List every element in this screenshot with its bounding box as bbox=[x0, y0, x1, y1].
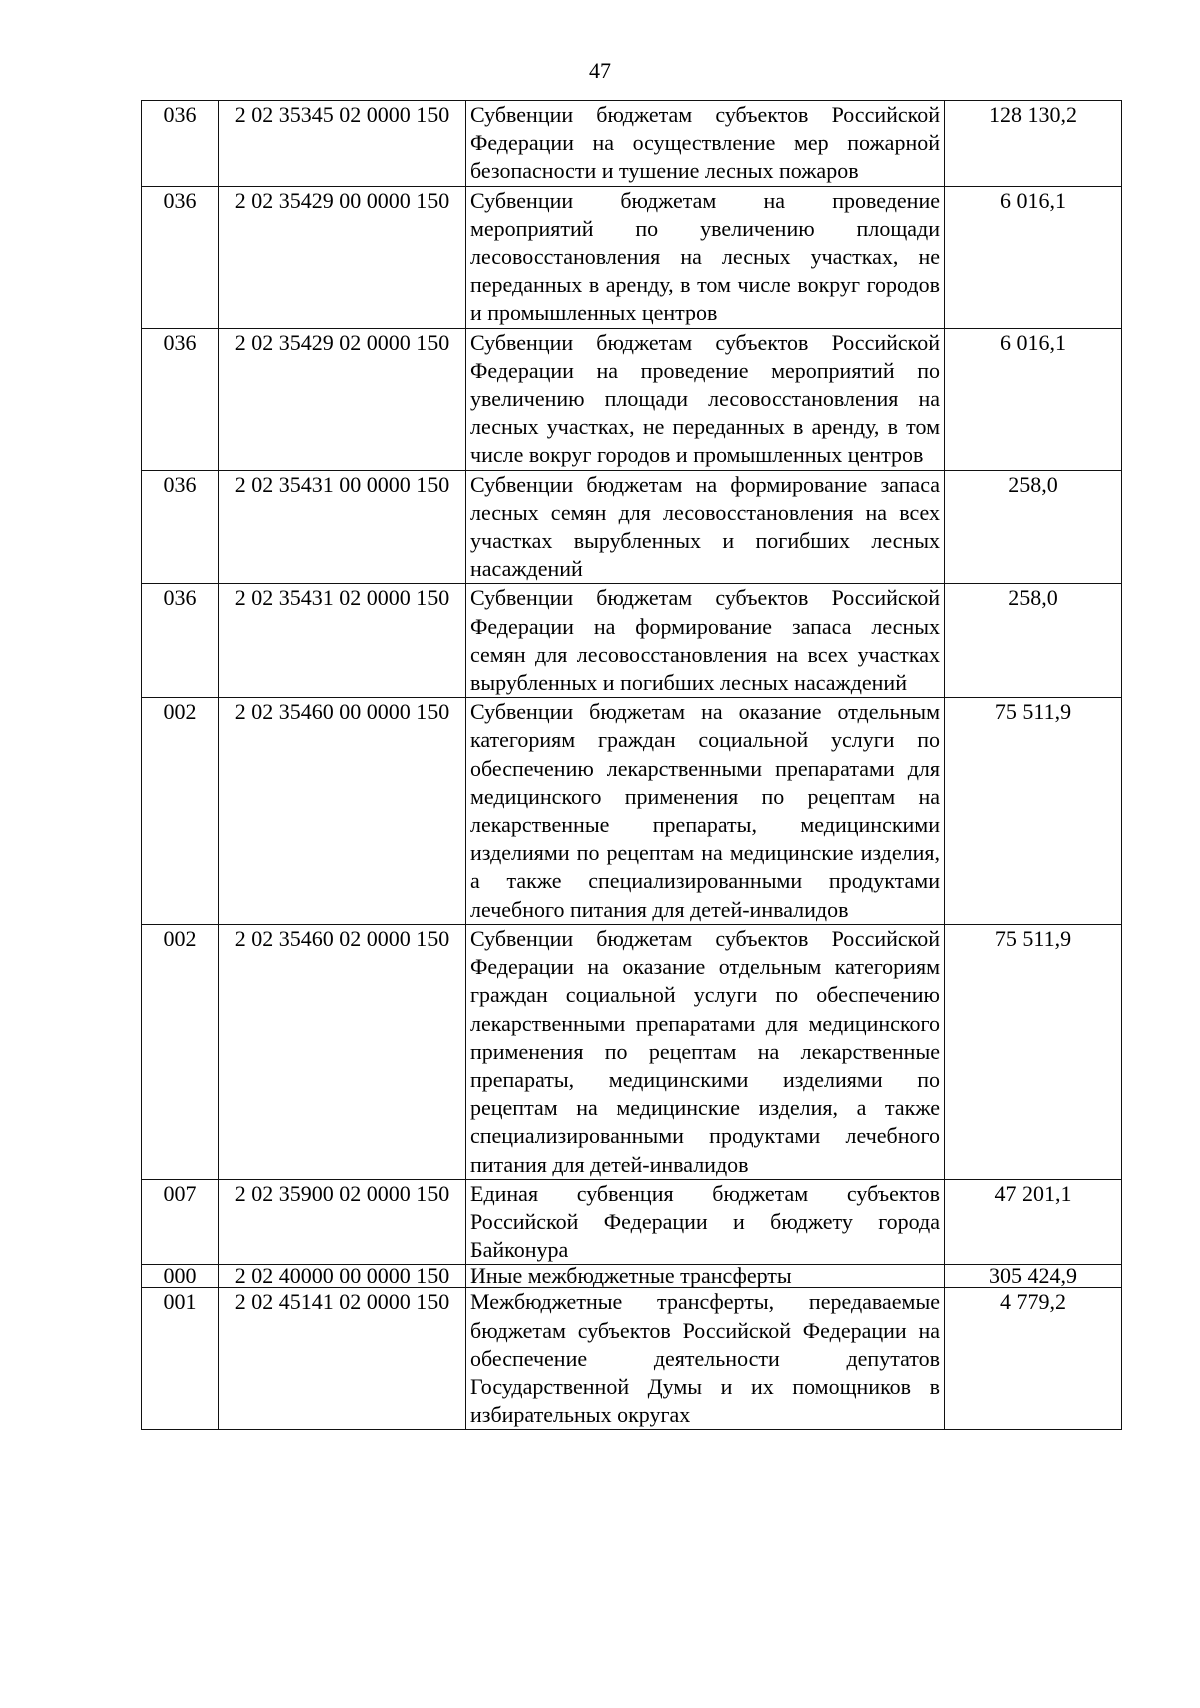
budget-classification-code-cell: 2 02 35429 02 0000 150 bbox=[219, 328, 466, 470]
table-row bbox=[142, 584, 1122, 698]
amount-cell: 47 201,1 bbox=[945, 1179, 1122, 1265]
revenue-name-cell: Субвенции бюджетам субъектов Российской Федерации на проведение мероприятий по увеличению площади лесовосстановления на лесных участках, не переданных в аренду, в том числе вокруг городов и промышленных центров bbox=[466, 328, 945, 470]
admin-code-cell: 036 bbox=[142, 584, 219, 698]
amount-cell: 6 016,1 bbox=[945, 186, 1122, 328]
budget-classification-code-cell: 2 02 35900 02 0000 150 bbox=[219, 1179, 466, 1265]
admin-code-cell: 036 bbox=[142, 186, 219, 328]
table-row bbox=[142, 470, 1122, 584]
admin-code-cell: 007 bbox=[142, 1179, 219, 1265]
table-row bbox=[142, 186, 1122, 328]
amount-cell: 305 424,9 bbox=[945, 1265, 1122, 1288]
revenue-name-cell: Субвенции бюджетам субъектов Российской Федерации на формирование запаса лесных семян для лесовосстановления на всех участках вырубленных и погибших лесных насаждений bbox=[466, 584, 945, 698]
budget-classification-code-cell: 2 02 35431 00 0000 150 bbox=[219, 470, 466, 584]
revenue-name-cell: Межбюджетные трансферты, передаваемые бюджетам субъектов Российской Федерации на обеспечение деятельности депутатов Государственной Думы и их помощников в избирательных округах bbox=[466, 1288, 945, 1430]
table-row bbox=[142, 698, 1122, 925]
table-row bbox=[142, 101, 1122, 187]
revenue-name-cell: Субвенции бюджетам на проведение мероприятий по увеличению площади лесовосстановления на лесных участках, не переданных в аренду, в том числе вокруг городов и промышленных центров bbox=[466, 186, 945, 328]
amount-cell: 258,0 bbox=[945, 584, 1122, 698]
revenue-name-cell: Субвенции бюджетам на оказание отдельным категориям граждан социальной услуги по обеспечению лекарственными препаратами для медицинского применения по рецептам на лекарственные препараты, медицинскими изделиями по рецептам на медицинские изделия, а также специализированными продуктами лечебного питания для детей-инвалидов bbox=[466, 698, 945, 925]
amount-cell: 75 511,9 bbox=[945, 924, 1122, 1179]
admin-code-cell: 002 bbox=[142, 924, 219, 1179]
budget-classification-code-cell: 2 02 35460 02 0000 150 bbox=[219, 924, 466, 1179]
revenue-name-cell: Единая субвенция бюджетам субъектов Российской Федерации и бюджету города Байконура bbox=[466, 1179, 945, 1265]
amount-cell: 4 779,2 bbox=[945, 1288, 1122, 1430]
revenue-name-cell: Субвенции бюджетам субъектов Российской Федерации на оказание отдельным категориям граждан социальной услуги по обеспечению лекарственными препаратами для медицинского применения по рецептам на лекарственные препараты, медицинскими изделиями по рецептам на медицинские изделия, а также специализированными продуктами лечебного питания для детей-инвалидов bbox=[466, 924, 945, 1179]
admin-code-cell: 036 bbox=[142, 470, 219, 584]
budget-classification-code-cell: 2 02 45141 02 0000 150 bbox=[219, 1288, 466, 1430]
budget-revenue-table bbox=[141, 100, 1122, 1430]
budget-classification-code-cell: 2 02 35429 00 0000 150 bbox=[219, 186, 466, 328]
budget-classification-code-cell: 2 02 35460 00 0000 150 bbox=[219, 698, 466, 925]
budget-classification-code-cell: 2 02 35431 02 0000 150 bbox=[219, 584, 466, 698]
table-row bbox=[142, 1179, 1122, 1265]
revenue-name-cell: Иные межбюджетные трансферты bbox=[466, 1265, 945, 1288]
table-row bbox=[142, 924, 1122, 1179]
budget-classification-code-cell: 2 02 40000 00 0000 150 bbox=[219, 1265, 466, 1288]
admin-code-cell: 001 bbox=[142, 1288, 219, 1430]
table-row bbox=[142, 1265, 1122, 1288]
amount-cell: 128 130,2 bbox=[945, 101, 1122, 187]
admin-code-cell: 036 bbox=[142, 328, 219, 470]
admin-code-cell: 036 bbox=[142, 101, 219, 187]
amount-cell: 6 016,1 bbox=[945, 328, 1122, 470]
page-number: 47 bbox=[589, 58, 611, 83]
budget-classification-code-cell: 2 02 35345 02 0000 150 bbox=[219, 101, 466, 187]
amount-cell: 258,0 bbox=[945, 470, 1122, 584]
table-row bbox=[142, 328, 1122, 470]
admin-code-cell: 002 bbox=[142, 698, 219, 925]
revenue-name-cell: Субвенции бюджетам субъектов Российской Федерации на осуществление мер пожарной безопасности и тушение лесных пожаров bbox=[466, 101, 945, 187]
amount-cell: 75 511,9 bbox=[945, 698, 1122, 925]
admin-code-cell: 000 bbox=[142, 1265, 219, 1288]
table-row bbox=[142, 1288, 1122, 1430]
revenue-name-cell: Субвенции бюджетам на формирование запаса лесных семян для лесовосстановления на всех участках вырубленных и погибших лесных насаждений bbox=[466, 470, 945, 584]
